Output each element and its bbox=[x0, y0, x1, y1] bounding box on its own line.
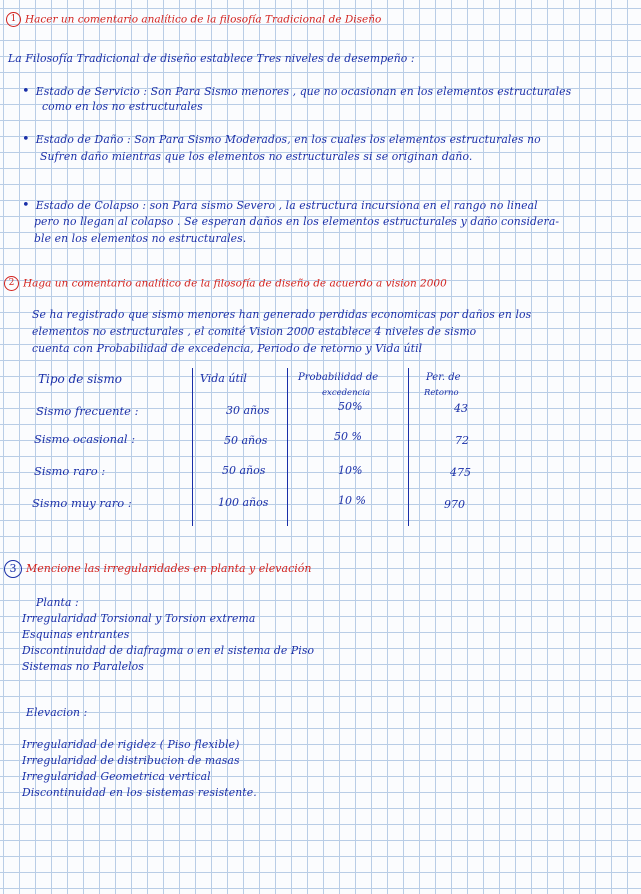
row-prob: 10% bbox=[338, 464, 363, 477]
row-ret: 43 bbox=[454, 402, 468, 415]
row-vida: 50 años bbox=[222, 464, 266, 477]
section1-title: Hacer un comentario analítico de la filosofía Tradicional de Diseño bbox=[25, 13, 382, 26]
section2-para-line1: Se ha registrado que sismo menores han generado perdidas economicas por daños en los bbox=[32, 308, 532, 321]
elevacion-item: Irregularidad de rigidez ( Piso flexible) bbox=[22, 738, 240, 751]
bullet-dano-line2: Sufren daño mientras que los elementos no estructurales si se originan daño. bbox=[40, 150, 473, 163]
section3-title: Mencione las irregularidades en planta y elevación bbox=[26, 562, 312, 575]
row-vida: 100 años bbox=[218, 496, 269, 509]
elevacion-label: Elevacion : bbox=[26, 706, 88, 719]
bullet-colapso-line1: Estado de Colapso : son Para sismo Severo , la estructura incursiona en el rango no lineal bbox=[35, 199, 538, 212]
section2-title: Haga un comentario analítico de la filosofía de diseño de acuerdo a vision 2000 bbox=[23, 277, 447, 290]
row-ret: 72 bbox=[455, 434, 469, 447]
row-ret: 970 bbox=[444, 498, 465, 511]
planta-item: Esquinas entrantes bbox=[22, 628, 130, 641]
header-prob2: excedencia bbox=[322, 388, 371, 398]
bullet-dano-line1: Estado de Daño : Son Para Sismo Moderados, en los cuales los elementos estructurales no bbox=[35, 133, 541, 146]
table-divider bbox=[408, 368, 409, 526]
section1-number: 1 bbox=[6, 12, 21, 27]
row-prob: 10 % bbox=[338, 494, 366, 507]
section1-heading bbox=[6, 12, 381, 27]
elevacion-item: Irregularidad Geometrica vertical bbox=[22, 770, 211, 783]
bullet-colapso-line2: pero no llegan al colapso . Se esperan daños en los elementos estructurales y daño considera- bbox=[34, 215, 560, 228]
row-prob: 50% bbox=[338, 400, 363, 413]
section2-number: 2 bbox=[4, 276, 19, 291]
row-tipo: Sismo muy raro : bbox=[32, 496, 132, 510]
row-tipo: Sismo ocasional : bbox=[34, 432, 136, 446]
bullet-colapso bbox=[22, 198, 538, 213]
section2-para-line2: elementos no estructurales , el comité Vision 2000 establece 4 niveles de sismo bbox=[32, 325, 477, 338]
table-divider bbox=[287, 368, 288, 526]
section1-intro: La Filosofía Tradicional de diseño establece Tres niveles de desempeño : bbox=[8, 52, 415, 65]
section3-number: 3 bbox=[4, 560, 22, 578]
row-vida: 50 años bbox=[224, 434, 268, 447]
section2-heading bbox=[4, 276, 447, 291]
row-vida: 30 años bbox=[226, 404, 270, 417]
bullet-servicio-line2: como en los no estructurales bbox=[42, 100, 203, 113]
section2-para-line3: cuenta con Probabilidad de excedencia, Periodo de retorno y Vida útil bbox=[32, 342, 423, 355]
header-vida: Vida útil bbox=[200, 372, 247, 385]
bullet-dot-icon: • bbox=[22, 198, 30, 213]
bullet-colapso-line3: ble en los elementos no estructurales. bbox=[34, 232, 247, 245]
planta-label: Planta : bbox=[36, 596, 79, 609]
row-ret: 475 bbox=[450, 466, 471, 479]
header-retorno: Retorno bbox=[424, 388, 459, 398]
planta-item: Discontinuidad de diafragma o en el sistema de Piso bbox=[22, 644, 315, 657]
planta-item: Sistemas no Paralelos bbox=[22, 660, 144, 673]
row-tipo: Sismo raro : bbox=[34, 464, 106, 478]
bullet-dot-icon: • bbox=[22, 84, 30, 99]
planta-item: Irregularidad Torsional y Torsion extrema bbox=[22, 612, 256, 625]
bullet-dano bbox=[22, 132, 541, 147]
row-prob: 50 % bbox=[334, 430, 362, 443]
table-divider bbox=[192, 368, 193, 526]
bullet-servicio-line1: Estado de Servicio : Son Para Sismo menores , que no ocasionan en los elementos estructurales bbox=[35, 85, 572, 98]
bullet-servicio bbox=[22, 84, 571, 99]
elevacion-item: Irregularidad de distribucion de masas bbox=[22, 754, 240, 767]
row-tipo: Sismo frecuente : bbox=[36, 404, 139, 418]
header-prob: Probabilidad de bbox=[298, 372, 379, 383]
section3-heading bbox=[4, 560, 311, 578]
header-tipo: Tipo de sismo bbox=[38, 372, 122, 386]
header-per: Per. de bbox=[426, 372, 461, 383]
bullet-dot-icon: • bbox=[22, 132, 30, 147]
elevacion-item: Discontinuidad en los sistemas resistente. bbox=[22, 786, 257, 799]
